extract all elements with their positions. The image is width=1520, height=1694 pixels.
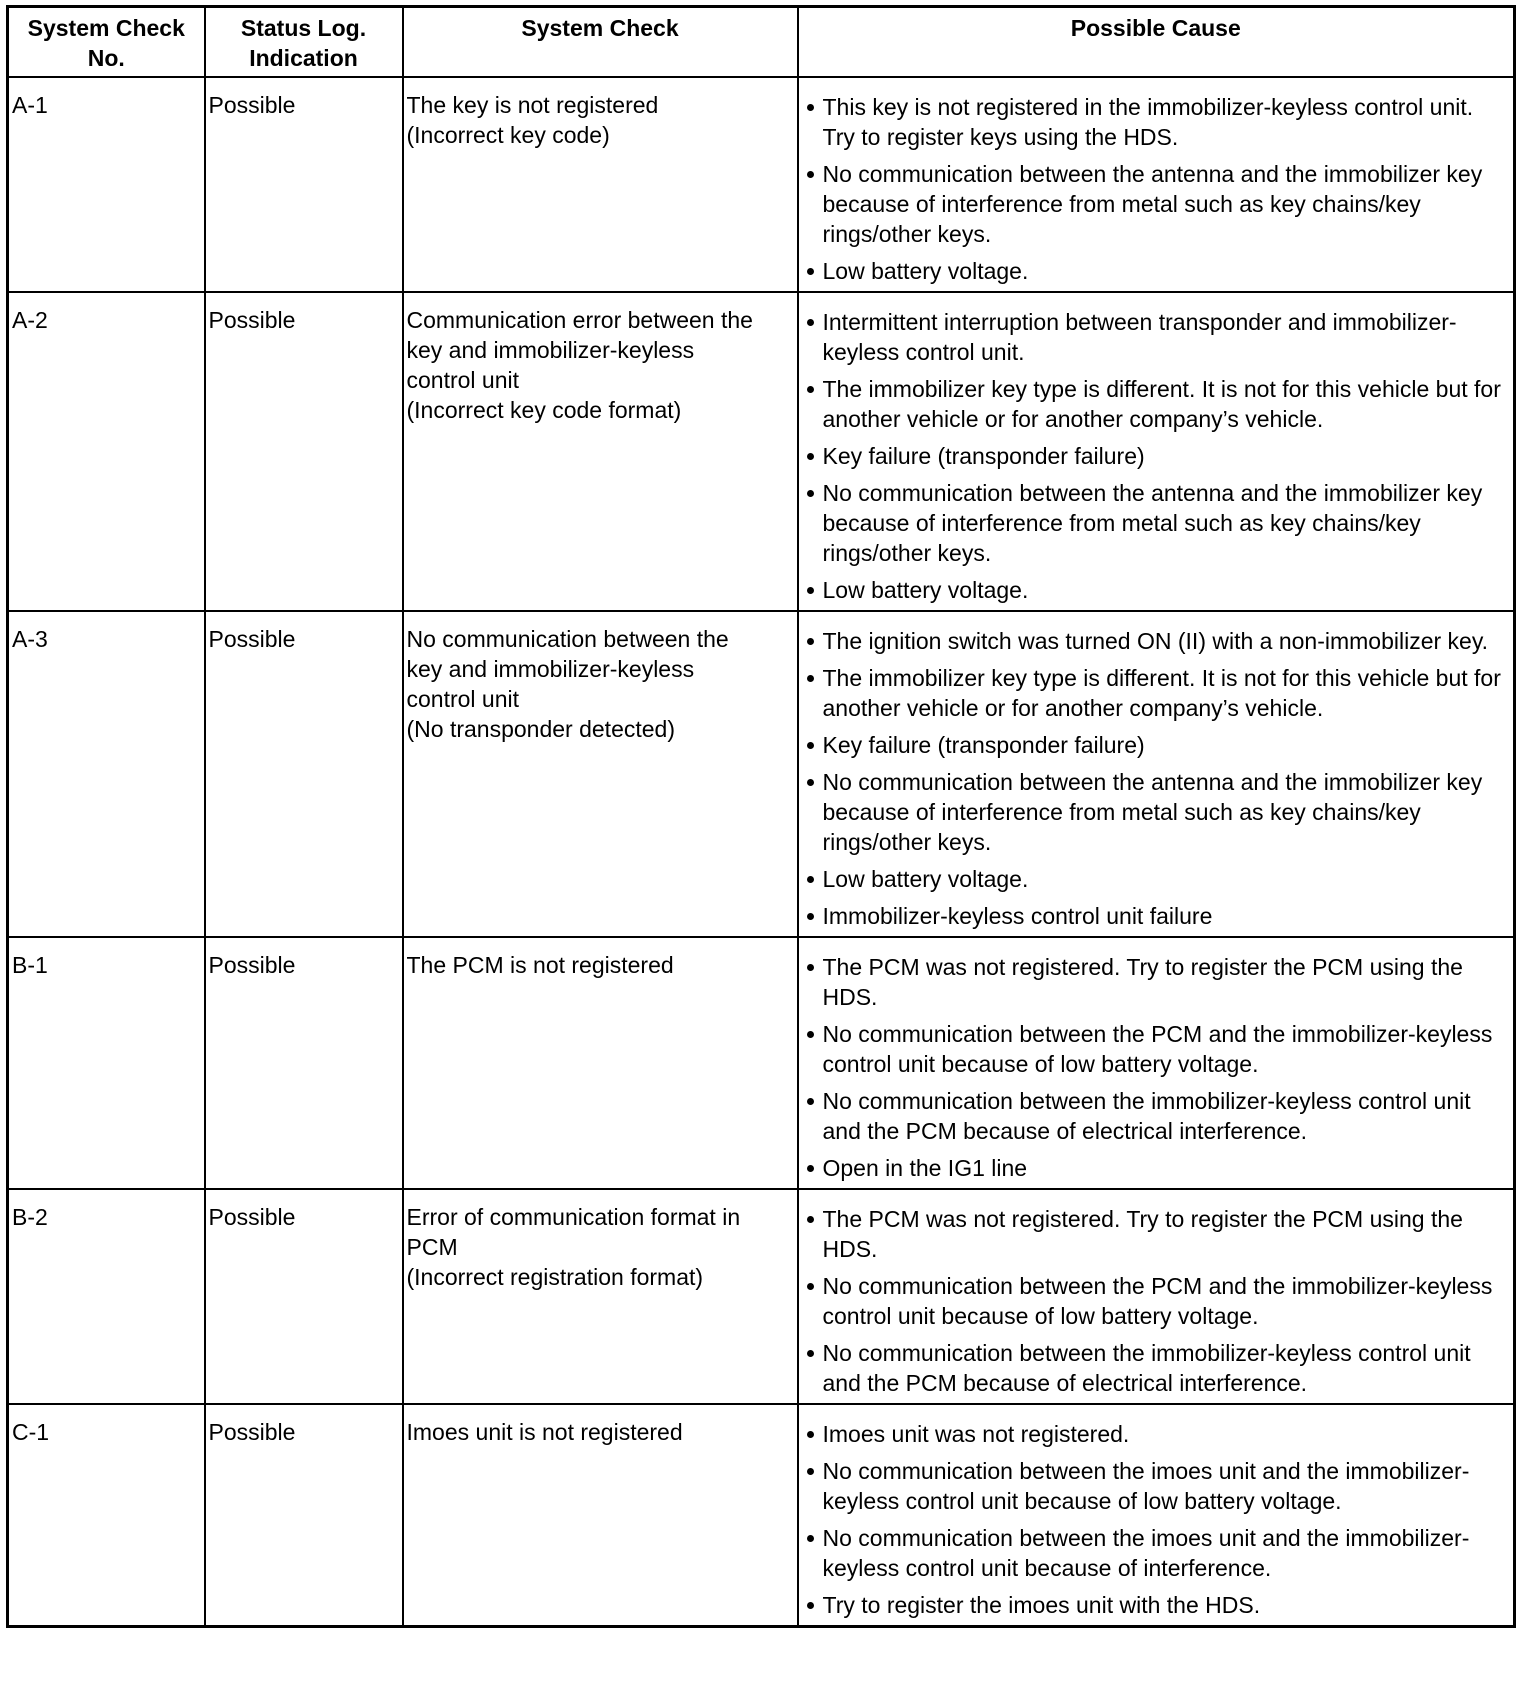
possible-cause-text: No communication between the imoes unit and the immobilizer-keyless control unit because of low battery voltage. — [822, 1458, 1470, 1514]
possible-cause-item — [802, 441, 1508, 471]
system-check-no-cell: A-2 — [8, 292, 205, 611]
system-check-no-cell: A-3 — [8, 611, 205, 937]
possible-cause-text: Imoes unit was not registered. — [822, 1421, 1130, 1447]
possible-cause-item — [802, 952, 1508, 1012]
possible-cause-item — [802, 1271, 1508, 1331]
table-row — [8, 1189, 1515, 1404]
possible-cause-item — [802, 1590, 1508, 1620]
possible-cause-item — [802, 864, 1508, 894]
possible-cause-item — [802, 478, 1508, 568]
possible-cause-text: Open in the IG1 line — [822, 1155, 1028, 1181]
status-log-indication-cell: Possible — [205, 292, 403, 611]
system-check-cell — [403, 937, 798, 1189]
header-status-log-indication — [205, 7, 403, 78]
possible-cause-text: The PCM was not registered. Try to register the PCM using the HDS. — [822, 1206, 1463, 1262]
status-log-indication-cell: Possible — [205, 77, 403, 292]
possible-cause-item — [802, 1456, 1508, 1516]
system-check-line: The PCM is not registered — [406, 952, 674, 978]
possible-cause-item — [802, 730, 1508, 760]
possible-cause-item — [802, 767, 1508, 857]
possible-cause-item — [802, 1153, 1508, 1183]
system-check-cell — [403, 1404, 798, 1627]
system-check-line: key and immobilizer-keyless — [406, 656, 695, 682]
system-check-line: The key is not registered — [406, 92, 659, 118]
status-log-indication-cell: Possible — [205, 1404, 403, 1627]
table-row — [8, 77, 1515, 292]
possible-cause-item — [802, 92, 1508, 152]
possible-cause-text: No communication between the antenna and the immobilizer key because of interference from metal such as key chains/key rings/other keys. — [822, 769, 1483, 855]
possible-cause-item — [802, 1338, 1508, 1398]
possible-cause-item — [802, 1086, 1508, 1146]
possible-cause-text: The PCM was not registered. Try to register the PCM using the HDS. — [822, 954, 1463, 1010]
possible-cause-text: Try to register the imoes unit with the HDS. — [822, 1592, 1261, 1618]
header-system-check-no — [8, 7, 205, 78]
possible-cause-text: Key failure (transponder failure) — [822, 443, 1145, 469]
possible-cause-text: No communication between the immobilizer-keyless control unit and the PCM because of electrical interference. — [822, 1340, 1471, 1396]
possible-cause-text: Key failure (transponder failure) — [822, 732, 1145, 758]
possible-cause-item — [802, 663, 1508, 723]
possible-cause-item — [802, 575, 1508, 605]
system-check-line: (Incorrect registration format) — [406, 1264, 704, 1290]
possible-cause-item — [802, 307, 1508, 367]
possible-cause-text: The immobilizer key type is different. It is not for this vehicle but for another vehicle or for another company’s vehicle. — [822, 665, 1501, 721]
possible-cause-cell — [798, 292, 1515, 611]
possible-cause-item — [802, 374, 1508, 434]
header-possible-cause — [798, 7, 1515, 78]
header-line: Indication — [249, 45, 358, 71]
possible-cause-text: No communication between the immobilizer-keyless control unit and the PCM because of electrical interference. — [822, 1088, 1471, 1144]
possible-cause-item — [802, 256, 1508, 286]
header-line: Status Log. — [240, 15, 367, 41]
system-check-line: (Incorrect key code) — [406, 122, 610, 148]
system-check-line: (No transponder detected) — [406, 716, 675, 742]
header-line: System Check — [27, 15, 185, 41]
possible-cause-text: The ignition switch was turned ON (II) with a non-immobilizer key. — [822, 628, 1489, 654]
header-system-check — [403, 7, 798, 78]
status-log-indication-cell: Possible — [205, 937, 403, 1189]
possible-cause-list — [802, 1419, 1508, 1620]
system-check-table — [6, 5, 1516, 1628]
possible-cause-cell — [798, 1404, 1515, 1627]
system-check-line: Imoes unit is not registered — [406, 1419, 683, 1445]
system-check-line: control unit — [406, 367, 520, 393]
possible-cause-cell — [798, 1189, 1515, 1404]
system-check-no-cell: B-1 — [8, 937, 205, 1189]
possible-cause-text: No communication between the antenna and the immobilizer key because of interference from metal such as key chains/key rings/other keys. — [822, 480, 1483, 566]
system-check-line: Error of communication format in — [406, 1204, 741, 1230]
system-check-no-cell: A-1 — [8, 77, 205, 292]
possible-cause-item — [802, 626, 1508, 656]
possible-cause-text: Low battery voltage. — [822, 577, 1029, 603]
system-check-line: control unit — [406, 686, 520, 712]
possible-cause-list — [802, 626, 1508, 931]
possible-cause-item — [802, 1419, 1508, 1449]
possible-cause-text: No communication between the PCM and the immobilizer-keyless control unit because of low battery voltage. — [822, 1021, 1493, 1077]
possible-cause-text: The immobilizer key type is different. It is not for this vehicle but for another vehicle or for another company’s vehicle. — [822, 376, 1501, 432]
possible-cause-text: No communication between the antenna and the immobilizer key because of interference from metal such as key chains/key rings/other keys. — [822, 161, 1483, 247]
header-line: No. — [87, 45, 125, 71]
possible-cause-list — [802, 1204, 1508, 1398]
table-row — [8, 611, 1515, 937]
system-check-line: Communication error between the — [406, 307, 753, 333]
possible-cause-item — [802, 901, 1508, 931]
possible-cause-item — [802, 1204, 1508, 1264]
possible-cause-text: Intermittent interruption between transponder and immobilizer-keyless control unit. — [822, 309, 1457, 365]
header-line: Possible Cause — [1070, 15, 1241, 41]
status-log-indication-cell: Possible — [205, 611, 403, 937]
possible-cause-list — [802, 952, 1508, 1183]
possible-cause-text: No communication between the PCM and the immobilizer-keyless control unit because of low battery voltage. — [822, 1273, 1493, 1329]
header-row — [8, 7, 1515, 78]
possible-cause-item — [802, 1523, 1508, 1583]
system-check-no-cell: C-1 — [8, 1404, 205, 1627]
possible-cause-list — [802, 307, 1508, 605]
table-row — [8, 292, 1515, 611]
table-row — [8, 937, 1515, 1189]
status-log-indication-cell: Possible — [205, 1189, 403, 1404]
system-check-cell — [403, 292, 798, 611]
system-check-cell — [403, 1189, 798, 1404]
possible-cause-text: Low battery voltage. — [822, 866, 1029, 892]
system-check-line: PCM — [406, 1234, 458, 1260]
header-line: System Check — [521, 15, 679, 41]
system-check-cell — [403, 611, 798, 937]
possible-cause-item — [802, 1019, 1508, 1079]
document-page — [6, 5, 1513, 1628]
possible-cause-item — [802, 159, 1508, 249]
possible-cause-text: No communication between the imoes unit and the immobilizer-keyless control unit because of interference. — [822, 1525, 1470, 1581]
possible-cause-text: Immobilizer-keyless control unit failure — [822, 903, 1213, 929]
table-body — [8, 77, 1515, 1627]
possible-cause-cell — [798, 937, 1515, 1189]
table-header — [8, 7, 1515, 78]
possible-cause-text: Low battery voltage. — [822, 258, 1029, 284]
possible-cause-cell — [798, 611, 1515, 937]
system-check-line: (Incorrect key code format) — [406, 397, 682, 423]
possible-cause-text: This key is not registered in the immobilizer-keyless control unit. Try to register keys using the HDS. — [822, 94, 1474, 150]
system-check-no-cell: B-2 — [8, 1189, 205, 1404]
possible-cause-cell — [798, 77, 1515, 292]
possible-cause-list — [802, 92, 1508, 286]
table-row — [8, 1404, 1515, 1627]
system-check-line: key and immobilizer-keyless — [406, 337, 695, 363]
system-check-cell — [403, 77, 798, 292]
system-check-line: No communication between the — [406, 626, 729, 652]
